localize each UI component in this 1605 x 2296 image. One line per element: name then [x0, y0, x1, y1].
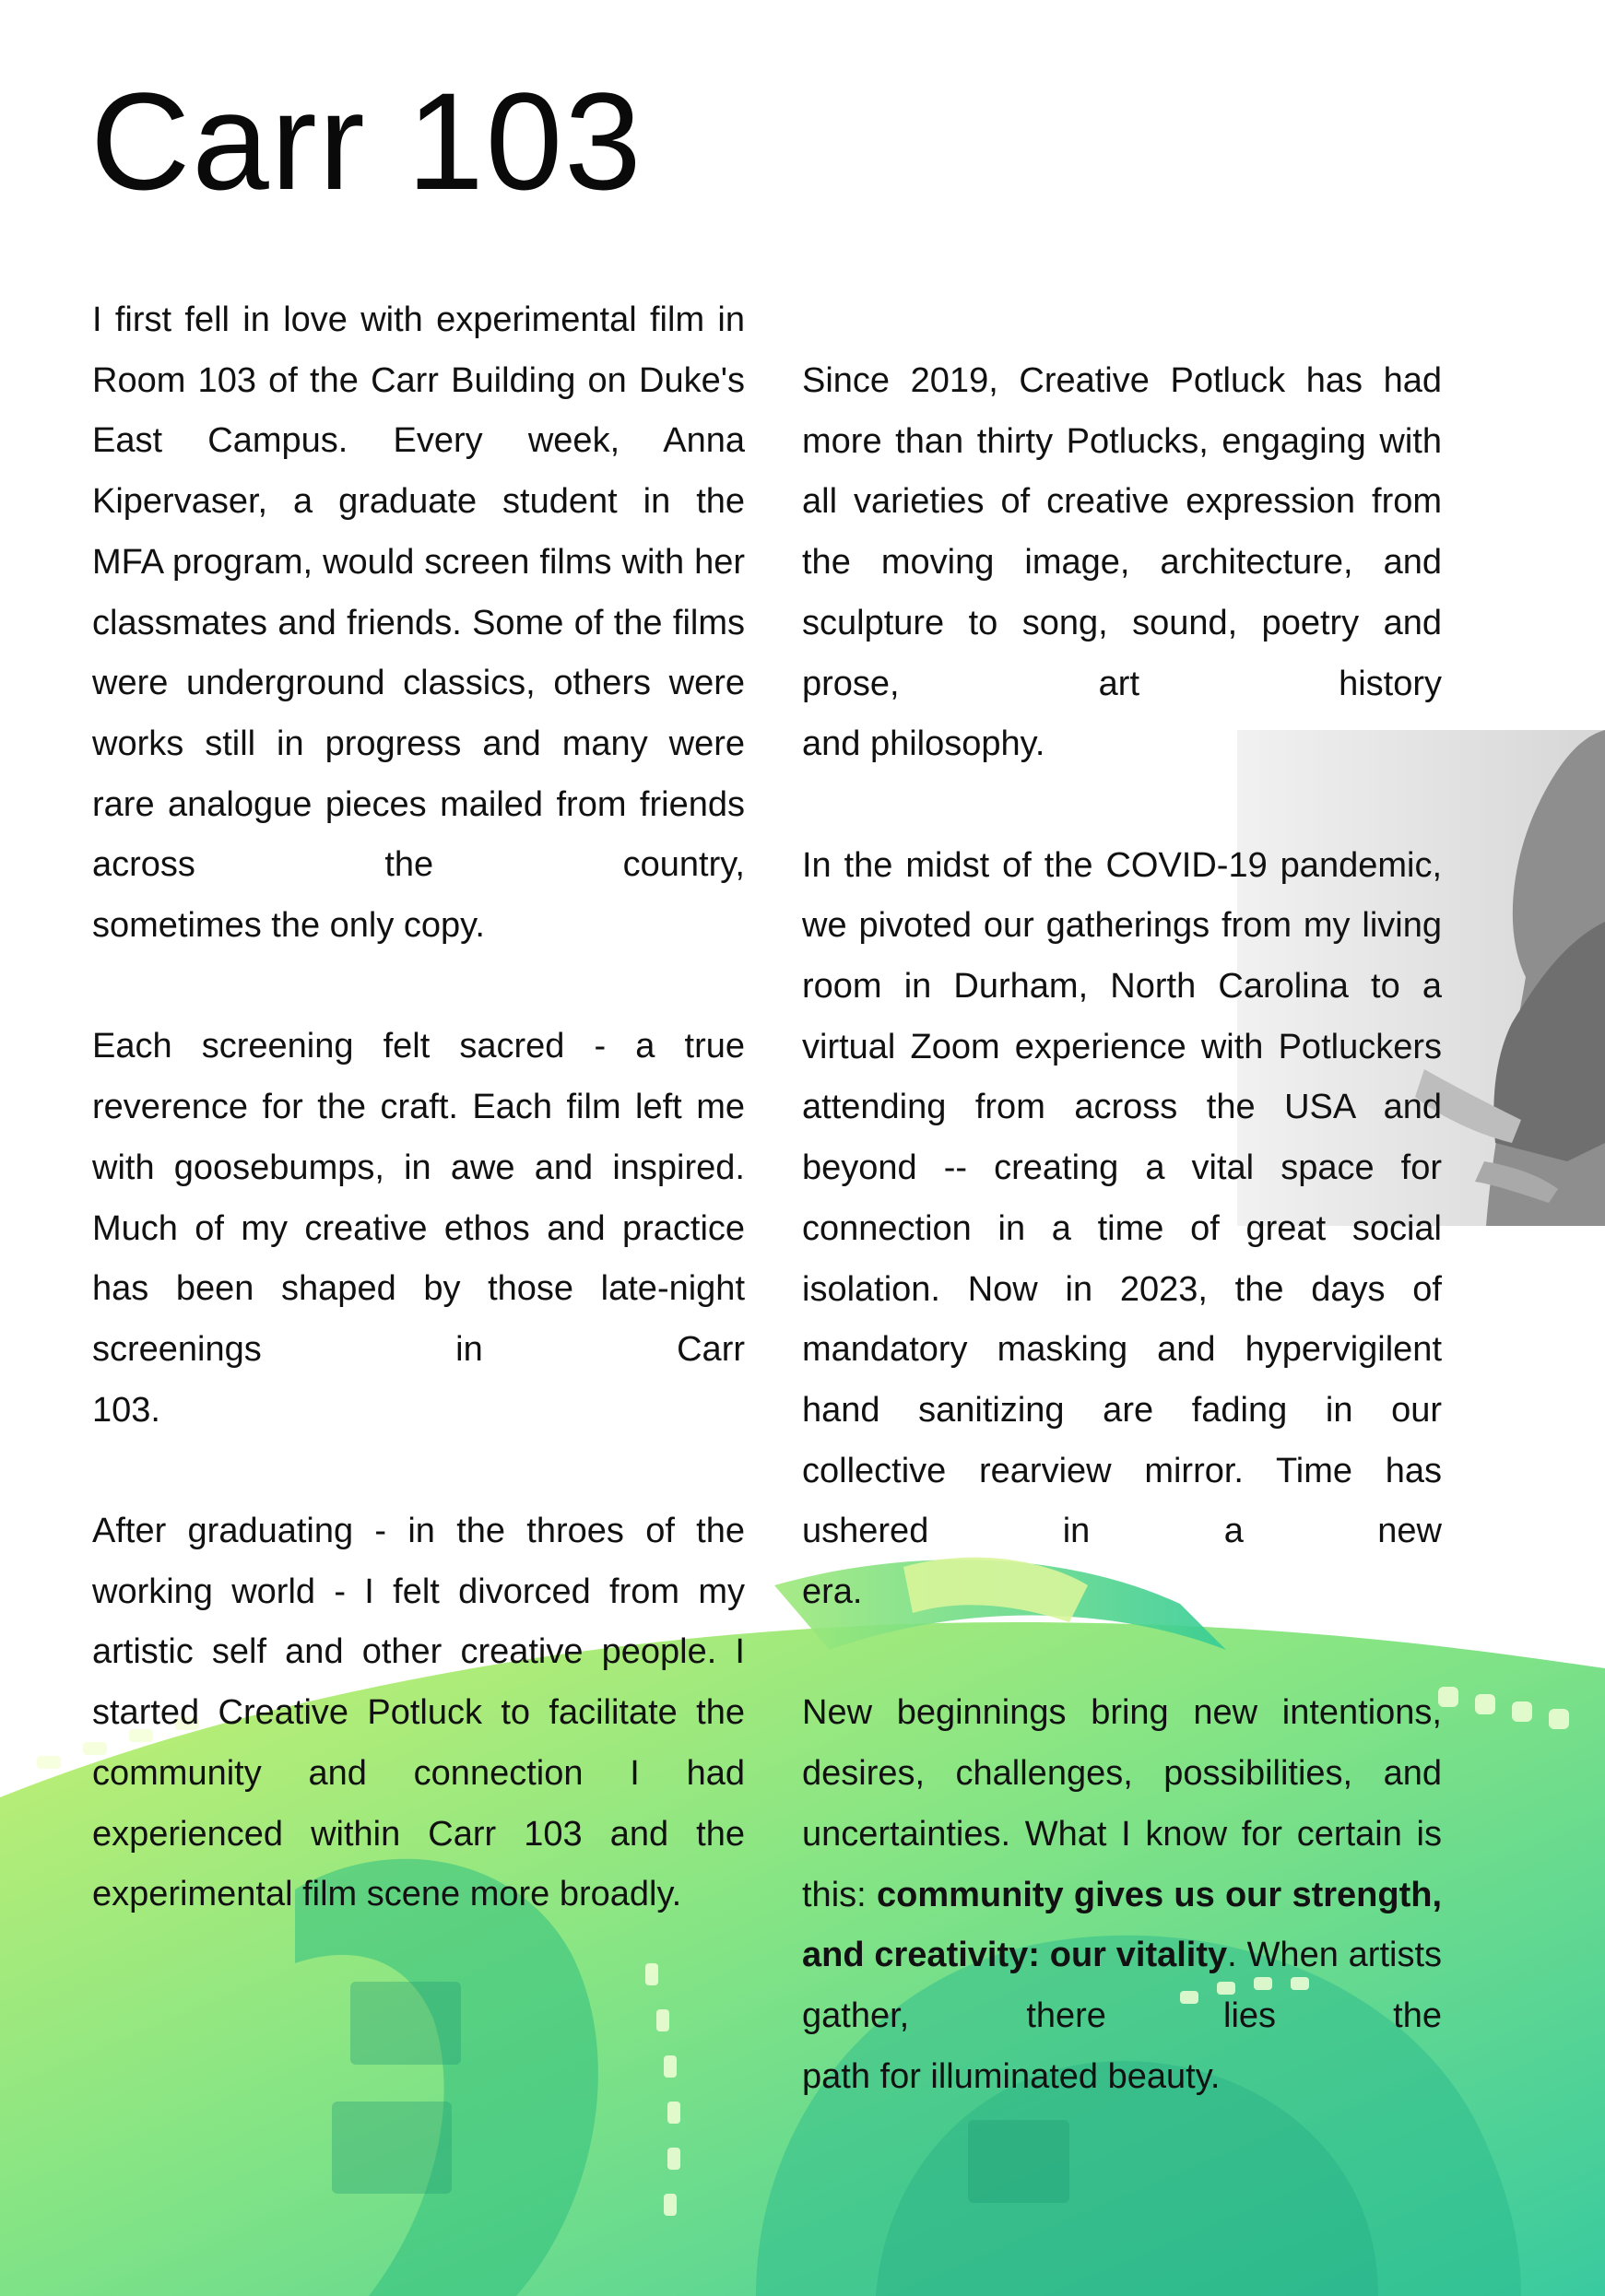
text-line: fading in our collective rearview — [802, 1390, 1442, 1490]
text-line: inspired. Much of my creative ethos — [92, 1148, 745, 1248]
text-line: social isolation. Now in 2023, the — [802, 1208, 1442, 1309]
text-line-last: and philosophy. — [802, 724, 1045, 764]
text-line: When artists gather, there lies the — [802, 1936, 1442, 2035]
text-line: the USA and beyond -- creating a vital — [802, 1088, 1443, 1188]
text-line: many were rare analogue pieces — [92, 724, 746, 824]
paragraph-covid — [802, 836, 1442, 1562]
text-line-last: 103. — [92, 1390, 160, 1430]
text-line: the MFA program, would screen films — [92, 482, 746, 582]
text-line: sound, poetry and prose, art history — [802, 603, 1442, 703]
text-line: and practice has been shaped by — [92, 1208, 746, 1309]
text-line-prefix: is this: — [802, 1814, 1442, 1914]
paragraph-since-2019 — [802, 351, 1442, 714]
text-line: those late-night screenings in Carr — [92, 1269, 745, 1369]
text-line: community and connection I had — [92, 1753, 745, 1793]
text-line: reverence for the craft. Each film left — [92, 1088, 682, 1127]
text-line: with Potluckers attending from across — [802, 1027, 1442, 1127]
text-line-last: sometimes the only copy. — [92, 906, 485, 946]
emphasis-community: community gives us our — [876, 1875, 1282, 1914]
text-line: experienced within Carr 103 and the — [92, 1814, 745, 1854]
text-line: artistic self and other creative people. I — [92, 1632, 745, 1672]
text-line: working world - I felt divorced from my — [92, 1572, 745, 1611]
text-line: Duke's East Campus. Every week, — [92, 360, 745, 461]
text-line: others were works still in progress and — [92, 664, 745, 763]
paragraph-new-beginnings — [802, 1683, 1442, 2046]
text-line-suffix: . — [1227, 1936, 1237, 1975]
text-line: Anna Kipervaser, a graduate student in — [92, 421, 745, 522]
text-line: I first fell in love with experimental film — [92, 300, 705, 339]
text-line-last: path for illuminated beauty. — [802, 2056, 1221, 2096]
text-line: with her classmates and friends. Some — [92, 542, 745, 642]
text-line: Carolina to a virtual Zoom experience — [802, 967, 1442, 1066]
text-line: in Room 103 of the Carr Building on — [92, 300, 745, 400]
text-line: space for connection in a time of great — [802, 1148, 1442, 1248]
text-line: days of mandatory masking and — [802, 1269, 1442, 1370]
paragraph-screenings — [92, 1017, 745, 1380]
text-line: Each screening felt sacred - a true — [92, 1027, 745, 1066]
text-line: architecture, and sculpture to song, — [802, 543, 1442, 642]
right-column — [802, 351, 1442, 2107]
text-line-last: era. — [802, 1572, 863, 1612]
text-line: mailed from friends across the country, — [92, 784, 745, 885]
text-line: with all varieties of creative — [802, 421, 1442, 522]
text-line: uncertainties. What I know for certain — [802, 1814, 1402, 1854]
left-column — [92, 290, 745, 1925]
text-line: me with goosebumps, in awe and — [92, 1088, 746, 1187]
text-line: Since 2019, Creative Potluck has had — [802, 361, 1442, 400]
text-line: pandemic, we pivoted our gatherings — [802, 845, 1442, 946]
text-line: desires, challenges, possibilities, and — [802, 1754, 1442, 1794]
text-line: In the midst of the COVID-19 — [802, 845, 1268, 885]
text-line: After graduating - in the throes of the — [92, 1512, 745, 1551]
text-line: from my living room in Durham, North — [802, 906, 1442, 1007]
emphasis-vitality: strength, and creativity: our vitality — [802, 1875, 1443, 1975]
page-title: Carr 103 — [90, 64, 643, 218]
text-line: started Creative Potluck to facilitate the — [92, 1693, 745, 1733]
text-line: more than thirty Potlucks, engaging — [802, 421, 1366, 461]
text-line: expression from the moving image, — [802, 482, 1443, 583]
paragraph-after-graduating — [92, 1501, 745, 1865]
text-line-last: experimental film scene more broadly. — [92, 1875, 682, 1914]
text-line: of the films were underground classics, — [92, 603, 745, 703]
paragraph-carr-103 — [92, 290, 745, 896]
text-line: New beginnings bring new intentions, — [802, 1693, 1442, 1733]
text-line: mirror. Time has ushered in a new — [802, 1451, 1442, 1551]
text-line: hypervigilent hand sanitizing are — [802, 1330, 1442, 1430]
